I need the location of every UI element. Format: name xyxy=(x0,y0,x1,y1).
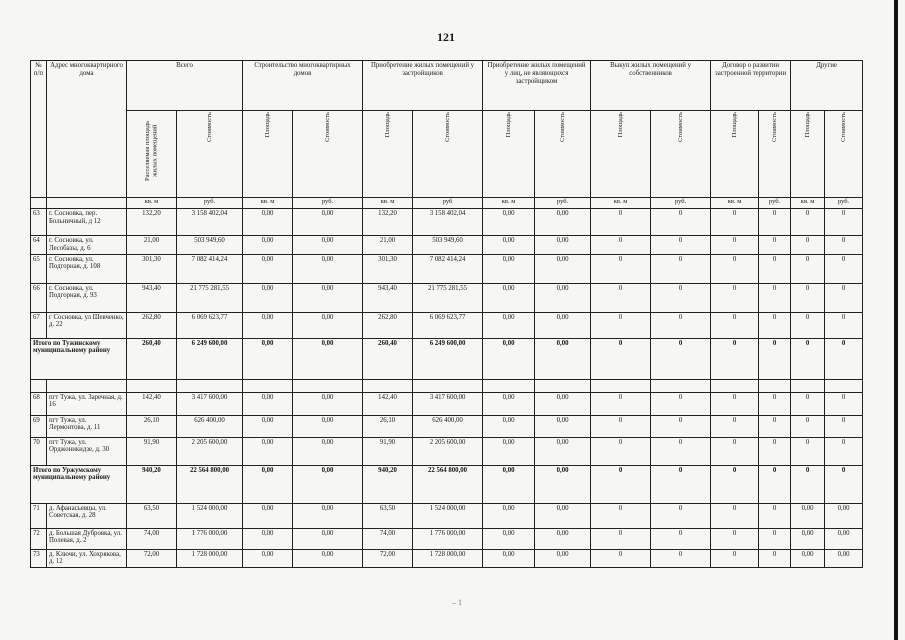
value-cell: 26,10 xyxy=(363,415,413,437)
value-cell: 2 205 600,00 xyxy=(413,437,483,465)
header-address: Адрес многоквартирного дома xyxy=(47,61,127,198)
value-cell: 7 082 414,24 xyxy=(177,254,243,283)
value-cell: 0 xyxy=(759,254,791,283)
value-cell: 0,00 xyxy=(293,437,363,465)
value-cell: 0,00 xyxy=(791,503,825,528)
value-cell: 0,00 xyxy=(243,465,293,503)
subheader-area: Площадь xyxy=(711,111,759,198)
value-cell: 6 249 600,00 xyxy=(413,338,483,379)
value-cell: 132,20 xyxy=(363,209,413,236)
row-address: г. Сосновка, ул. Подгорная, д. 93 xyxy=(47,283,127,312)
value-cell: 72,00 xyxy=(127,549,177,568)
value-cell: 7 082 414,24 xyxy=(413,254,483,283)
spacer-cell xyxy=(47,379,127,392)
unit-cell: руб. xyxy=(759,198,791,209)
value-cell: 0 xyxy=(651,503,711,528)
value-cell: 74,00 xyxy=(127,528,177,549)
subheader-area-resettled: Расселяемая площадь жилых помещений xyxy=(127,111,177,198)
value-cell: 1 776 000,00 xyxy=(177,528,243,549)
value-cell: 0 xyxy=(651,209,711,236)
unit-cell: кв. м xyxy=(127,198,177,209)
unit-cell: кв. м xyxy=(711,198,759,209)
spacer-cell xyxy=(591,379,651,392)
spacer-cell xyxy=(825,379,863,392)
value-cell: 0,00 xyxy=(535,528,591,549)
spacer-cell xyxy=(127,379,177,392)
value-cell: 0,00 xyxy=(483,236,535,255)
value-cell: 6 069 623,77 xyxy=(177,312,243,338)
row-index: 67 xyxy=(31,312,47,338)
value-cell: 0 xyxy=(825,437,863,465)
value-cell: 0,00 xyxy=(293,209,363,236)
subheader-cost: Стоимость xyxy=(177,111,243,198)
value-cell: 0 xyxy=(651,549,711,568)
value-cell: 21 775 281,55 xyxy=(177,283,243,312)
value-cell: 0,00 xyxy=(483,338,535,379)
subheader-area: Площадь xyxy=(243,111,293,198)
value-cell: 260,40 xyxy=(363,338,413,379)
value-cell: 1 728 000,00 xyxy=(177,549,243,568)
page-number: 121 xyxy=(437,30,455,44)
total-row xyxy=(31,465,863,503)
value-cell: 503 949,60 xyxy=(413,236,483,255)
value-cell: 0 xyxy=(825,312,863,338)
subheader-cost: Стоимость xyxy=(825,111,863,198)
value-cell: 0 xyxy=(791,283,825,312)
value-cell: 0 xyxy=(591,209,651,236)
value-cell: 0,00 xyxy=(535,254,591,283)
units-empty-cell xyxy=(47,198,127,209)
value-cell: 0 xyxy=(759,236,791,255)
value-cell: 0 xyxy=(825,415,863,437)
table-row xyxy=(31,549,863,568)
value-cell: 0 xyxy=(591,283,651,312)
header-group-other: Другие xyxy=(791,61,863,111)
unit-cell: кв. м xyxy=(363,198,413,209)
unit-cell: кв. м xyxy=(483,198,535,209)
spacer-cell xyxy=(363,379,413,392)
value-cell: 0 xyxy=(825,254,863,283)
value-cell: 0 xyxy=(711,392,759,415)
row-index: 71 xyxy=(31,503,47,528)
spacer-cell xyxy=(483,379,535,392)
value-cell: 943,40 xyxy=(363,283,413,312)
value-cell: 0,00 xyxy=(293,415,363,437)
table-row xyxy=(31,209,863,236)
header-index: № п/п xyxy=(31,61,47,198)
value-cell: 0,00 xyxy=(243,338,293,379)
header-group-construction: Строительство многоквартирных домов xyxy=(243,61,363,111)
value-cell: 262,80 xyxy=(127,312,177,338)
scan-edge-border xyxy=(894,0,898,640)
value-cell: 0,00 xyxy=(293,503,363,528)
table-body xyxy=(31,209,863,568)
row-address: г Сосновка, ул Шевченко, д. 22 xyxy=(47,312,127,338)
row-address: г. Сосновка, пер. Больничный, д 12 xyxy=(47,209,127,236)
value-cell: 0 xyxy=(791,465,825,503)
value-cell: 0 xyxy=(759,283,791,312)
value-cell: 0,00 xyxy=(483,503,535,528)
value-cell: 0,00 xyxy=(293,465,363,503)
table-header-row xyxy=(31,61,863,111)
value-cell: 1 524 000,00 xyxy=(177,503,243,528)
value-cell: 0,00 xyxy=(535,415,591,437)
row-index: 72 xyxy=(31,528,47,549)
value-cell: 132,20 xyxy=(127,209,177,236)
value-cell: 0 xyxy=(791,338,825,379)
subheader-cost: Стоимость xyxy=(413,111,483,198)
value-cell: 1 776 000,00 xyxy=(413,528,483,549)
row-index: 68 xyxy=(31,392,47,415)
value-cell: 0,00 xyxy=(535,392,591,415)
value-cell: 0 xyxy=(711,528,759,549)
value-cell: 0,00 xyxy=(535,338,591,379)
value-cell: 0 xyxy=(759,415,791,437)
table-row xyxy=(31,503,863,528)
value-cell: 0 xyxy=(825,236,863,255)
value-cell: 0,00 xyxy=(483,528,535,549)
unit-cell: руб. xyxy=(293,198,363,209)
value-cell: 0,00 xyxy=(483,392,535,415)
value-cell: 6 249 600,00 xyxy=(177,338,243,379)
unit-cell: руб. xyxy=(651,198,711,209)
row-index: 70 xyxy=(31,437,47,465)
value-cell: 142,40 xyxy=(363,392,413,415)
row-index: 66 xyxy=(31,283,47,312)
value-cell: 0 xyxy=(591,437,651,465)
table-row xyxy=(31,254,863,283)
subheader-area: Площадь xyxy=(483,111,535,198)
value-cell: 0,00 xyxy=(535,437,591,465)
subheader-cost: Стоимость xyxy=(651,111,711,198)
value-cell: 0 xyxy=(711,312,759,338)
spacer-cell xyxy=(759,379,791,392)
value-cell: 0,00 xyxy=(293,392,363,415)
unit-cell: руб. xyxy=(177,198,243,209)
value-cell: 0,00 xyxy=(535,312,591,338)
value-cell: 26,10 xyxy=(127,415,177,437)
unit-cell: кв. м xyxy=(243,198,293,209)
value-cell: 21,00 xyxy=(363,236,413,255)
value-cell: 0,00 xyxy=(483,549,535,568)
header-group-buyout: Выкуп жилых помещений у собственников xyxy=(591,61,711,111)
value-cell: 0,00 xyxy=(825,549,863,568)
subheader-cost: Стоимость xyxy=(535,111,591,198)
value-cell: 63,50 xyxy=(127,503,177,528)
value-cell: 0,00 xyxy=(293,254,363,283)
value-cell: 0,00 xyxy=(483,283,535,312)
stray-scan-mark: – 1 xyxy=(452,598,462,607)
value-cell: 626 400,00 xyxy=(177,415,243,437)
value-cell: 21,00 xyxy=(127,236,177,255)
subheader-area: Площадь xyxy=(791,111,825,198)
value-cell: 0,00 xyxy=(243,549,293,568)
value-cell: 0,00 xyxy=(535,503,591,528)
value-cell: 0 xyxy=(711,338,759,379)
row-index: 63 xyxy=(31,209,47,236)
unit-cell: руб xyxy=(413,198,483,209)
units-row xyxy=(31,198,863,209)
value-cell: 0 xyxy=(651,236,711,255)
table-row xyxy=(31,528,863,549)
row-index: 73 xyxy=(31,549,47,568)
value-cell: 0,00 xyxy=(293,338,363,379)
value-cell: 0,00 xyxy=(243,528,293,549)
value-cell: 0 xyxy=(591,338,651,379)
value-cell: 0 xyxy=(591,312,651,338)
value-cell: 91,90 xyxy=(363,437,413,465)
spacer-cell xyxy=(31,379,47,392)
header-group-purchase-non-developers: Приобретение жилых помещений у лиц, не являющихся застройщиком xyxy=(483,61,591,111)
table-row xyxy=(31,283,863,312)
value-cell: 0 xyxy=(591,465,651,503)
subheader-cost: Стоимость xyxy=(759,111,791,198)
value-cell: 0,00 xyxy=(535,209,591,236)
value-cell: 3 158 402,04 xyxy=(177,209,243,236)
header-group-purchase-developers: Приобретение жилых помещений у застройщиков xyxy=(363,61,483,111)
value-cell: 0 xyxy=(825,465,863,503)
subheader-area: Площадь xyxy=(363,111,413,198)
value-cell: 0 xyxy=(711,236,759,255)
value-cell: 0 xyxy=(825,209,863,236)
value-cell: 0 xyxy=(759,503,791,528)
value-cell: 940,20 xyxy=(363,465,413,503)
spacer-cell xyxy=(651,379,711,392)
value-cell: 91,90 xyxy=(127,437,177,465)
value-cell: 0 xyxy=(591,528,651,549)
row-index: 65 xyxy=(31,254,47,283)
value-cell: 0 xyxy=(651,338,711,379)
value-cell: 0 xyxy=(591,503,651,528)
unit-cell: кв. м xyxy=(591,198,651,209)
value-cell: 0,00 xyxy=(243,283,293,312)
value-cell: 0 xyxy=(651,392,711,415)
value-cell: 626 400,00 xyxy=(413,415,483,437)
value-cell: 0 xyxy=(825,338,863,379)
table-row xyxy=(31,312,863,338)
value-cell: 0 xyxy=(711,503,759,528)
value-cell: 943,40 xyxy=(127,283,177,312)
row-address: г. Сосновка, ул. Лесобазы, д. 6 xyxy=(47,236,127,255)
value-cell: 2 205 600,00 xyxy=(177,437,243,465)
value-cell: 0 xyxy=(651,254,711,283)
row-address: д. Ключи, ул. Хохрякова, д. 12 xyxy=(47,549,127,568)
resettlement-table xyxy=(30,60,863,568)
table-row xyxy=(31,437,863,465)
value-cell: 301,30 xyxy=(127,254,177,283)
value-cell: 0 xyxy=(791,312,825,338)
value-cell: 0 xyxy=(591,392,651,415)
value-cell: 0,00 xyxy=(293,549,363,568)
value-cell: 0 xyxy=(759,437,791,465)
spacer-cell xyxy=(413,379,483,392)
value-cell: 0 xyxy=(791,254,825,283)
unit-cell: руб. xyxy=(825,198,863,209)
header-group-territory-agreement: Договор о развитии застроенной территории xyxy=(711,61,791,111)
total-row xyxy=(31,338,863,379)
value-cell: 0,00 xyxy=(535,236,591,255)
value-cell: 0,00 xyxy=(825,528,863,549)
value-cell: 0 xyxy=(791,236,825,255)
value-cell: 0 xyxy=(825,392,863,415)
subheader-cost: Стоимость xyxy=(293,111,363,198)
value-cell: 0 xyxy=(711,415,759,437)
value-cell: 0 xyxy=(591,549,651,568)
value-cell: 260,40 xyxy=(127,338,177,379)
table-row xyxy=(31,415,863,437)
spacer-cell xyxy=(711,379,759,392)
value-cell: 0,00 xyxy=(483,312,535,338)
row-address: пгт Тужа, ул. Лермонтова, д. 11 xyxy=(47,415,127,437)
row-address: пгт Тужа, ул. Орджоникидзе, д. 30 xyxy=(47,437,127,465)
value-cell: 0 xyxy=(759,209,791,236)
value-cell: 0,00 xyxy=(243,415,293,437)
value-cell: 0 xyxy=(759,338,791,379)
spacer-cell xyxy=(293,379,363,392)
value-cell: 0 xyxy=(791,209,825,236)
value-cell: 0,00 xyxy=(535,465,591,503)
value-cell: 0 xyxy=(711,283,759,312)
unit-cell: кв. м xyxy=(791,198,825,209)
subheader-area: Площадь xyxy=(591,111,651,198)
value-cell: 0,00 xyxy=(293,528,363,549)
spacer-cell xyxy=(791,379,825,392)
row-address: пгт Тужа, ул. Заречная, д. 16 xyxy=(47,392,127,415)
value-cell: 22 564 800,00 xyxy=(413,465,483,503)
value-cell: 0 xyxy=(791,437,825,465)
value-cell: 72,00 xyxy=(363,549,413,568)
value-cell: 0 xyxy=(711,549,759,568)
value-cell: 1 728 000,00 xyxy=(413,549,483,568)
spacer-cell xyxy=(535,379,591,392)
value-cell: 74,00 xyxy=(363,528,413,549)
value-cell: 0,00 xyxy=(293,283,363,312)
value-cell: 1 524 000,00 xyxy=(413,503,483,528)
value-cell: 0 xyxy=(591,236,651,255)
value-cell: 0 xyxy=(711,209,759,236)
value-cell: 503 949,60 xyxy=(177,236,243,255)
value-cell: 0,00 xyxy=(243,503,293,528)
value-cell: 63,50 xyxy=(363,503,413,528)
value-cell: 0,00 xyxy=(243,209,293,236)
value-cell: 0,00 xyxy=(791,528,825,549)
value-cell: 0 xyxy=(759,465,791,503)
value-cell: 0 xyxy=(591,254,651,283)
value-cell: 0,00 xyxy=(483,465,535,503)
value-cell: 0,00 xyxy=(535,283,591,312)
value-cell: 3 417 600,00 xyxy=(413,392,483,415)
value-cell: 0,00 xyxy=(483,415,535,437)
table-subheader-row xyxy=(31,111,863,198)
value-cell: 22 564 800,00 xyxy=(177,465,243,503)
value-cell: 0,00 xyxy=(293,312,363,338)
value-cell: 6 069 623,77 xyxy=(413,312,483,338)
value-cell: 0,00 xyxy=(243,236,293,255)
value-cell: 0 xyxy=(711,437,759,465)
row-address: г. Сосновка, ул. Подгорная, д. 108 xyxy=(47,254,127,283)
value-cell: 0 xyxy=(759,312,791,338)
value-cell: 0 xyxy=(759,528,791,549)
value-cell: 0,00 xyxy=(293,236,363,255)
value-cell: 0,00 xyxy=(483,209,535,236)
table-row xyxy=(31,236,863,255)
row-index: 69 xyxy=(31,415,47,437)
total-label: Итого по Тужинскому муниципальному району xyxy=(31,338,127,379)
row-address: д. Большая Дубровка, ул. Полевая, д. 2 xyxy=(47,528,127,549)
value-cell: 0,00 xyxy=(825,503,863,528)
value-cell: 0,00 xyxy=(483,254,535,283)
value-cell: 0,00 xyxy=(791,549,825,568)
value-cell: 0 xyxy=(791,392,825,415)
unit-cell: руб. xyxy=(535,198,591,209)
value-cell: 0 xyxy=(591,415,651,437)
value-cell: 0,00 xyxy=(243,312,293,338)
header-group-total: Всего xyxy=(127,61,243,111)
value-cell: 0,00 xyxy=(535,549,591,568)
value-cell: 301,30 xyxy=(363,254,413,283)
table-row xyxy=(31,392,863,415)
value-cell: 0,00 xyxy=(243,437,293,465)
value-cell: 0 xyxy=(791,415,825,437)
value-cell: 0 xyxy=(651,465,711,503)
value-cell: 0 xyxy=(711,254,759,283)
value-cell: 940,20 xyxy=(127,465,177,503)
spacer-row xyxy=(31,379,863,392)
spacer-cell xyxy=(243,379,293,392)
value-cell: 142,40 xyxy=(127,392,177,415)
value-cell: 0 xyxy=(759,549,791,568)
value-cell: 0 xyxy=(825,283,863,312)
total-label: Итого по Уржумскому муниципальному району xyxy=(31,465,127,503)
value-cell: 0 xyxy=(711,465,759,503)
value-cell: 0,00 xyxy=(483,437,535,465)
value-cell: 21 775 281,55 xyxy=(413,283,483,312)
value-cell: 0,00 xyxy=(243,254,293,283)
units-empty-cell xyxy=(31,198,47,209)
row-index: 64 xyxy=(31,236,47,255)
value-cell: 3 158 402,04 xyxy=(413,209,483,236)
value-cell: 0 xyxy=(759,392,791,415)
spacer-cell xyxy=(177,379,243,392)
value-cell: 0 xyxy=(651,312,711,338)
value-cell: 0,00 xyxy=(243,392,293,415)
row-address: д. Афанасьевцы, ул. Советская, д. 28 xyxy=(47,503,127,528)
value-cell: 0 xyxy=(651,415,711,437)
value-cell: 0 xyxy=(651,283,711,312)
value-cell: 3 417 600,00 xyxy=(177,392,243,415)
value-cell: 0 xyxy=(651,528,711,549)
value-cell: 262,80 xyxy=(363,312,413,338)
value-cell: 0 xyxy=(651,437,711,465)
